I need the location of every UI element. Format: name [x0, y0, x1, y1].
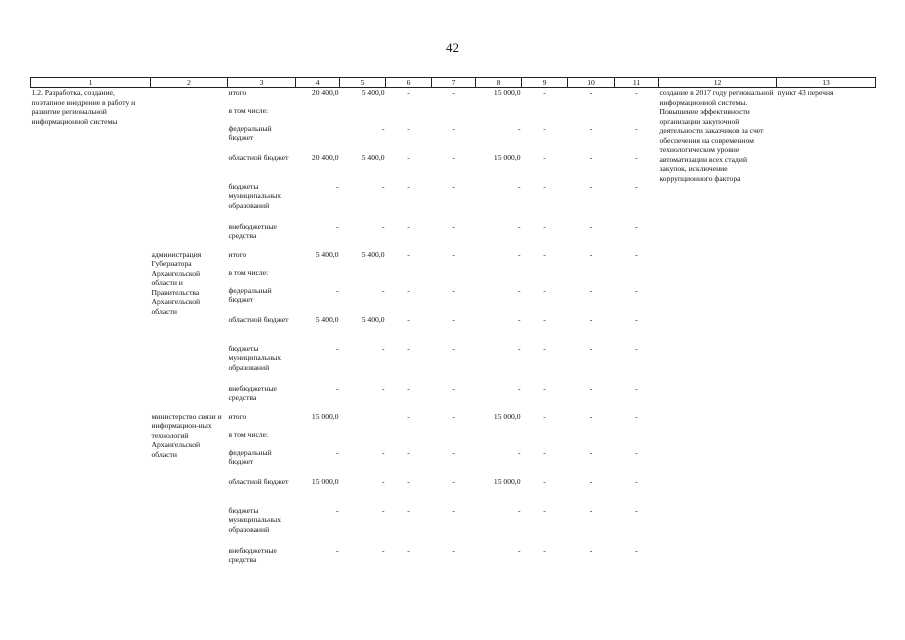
funding-source: федеральный бюджет — [228, 447, 272, 466]
amount-cell-c6: - — [407, 123, 410, 133]
funding-source: итого — [228, 411, 247, 421]
amount-cell-c8: - — [517, 123, 521, 133]
amount-cell-c8: - — [517, 447, 521, 457]
amount-cell-c10: - — [589, 221, 593, 231]
amount-cell-c10: - — [589, 123, 593, 133]
amount-cell-c5: - — [381, 181, 385, 191]
expected-result: создание в 2017 году региональной информационной системы. Повышение эффективности организации закупочной деятельности заказчиков за счет обеспечения на современном технологическом уровне автоматизации всех стадий закупок, исключение коррупционного фактора — [659, 88, 774, 183]
amount-cell-c8: 15 000,0 — [493, 411, 521, 421]
amount-cell-c7: - — [452, 545, 455, 555]
amount-cell-c11: - — [635, 285, 638, 295]
funding-source: областной бюджет — [228, 476, 289, 486]
amount-cell-c7: - — [452, 476, 455, 486]
amount-cell-c5: 5 400,0 — [361, 152, 385, 162]
amount-cell-c5: - — [381, 123, 385, 133]
amount-cell-c5 — [340, 268, 386, 286]
amount-cell-c9: - — [543, 285, 546, 295]
funding-source: областной бюджет — [228, 314, 289, 324]
amount-cell-c8: - — [517, 383, 521, 393]
amount-cell-c5: - — [381, 447, 385, 457]
funding-source: бюджеты муниципальных образований — [228, 343, 282, 372]
amount-cell-c11 — [615, 106, 659, 124]
amount-cell-c4: 15 000,0 — [311, 411, 339, 421]
amount-cell-c5: 5 400,0 — [361, 314, 385, 324]
amount-cell-c4: - — [335, 221, 339, 231]
amount-cell-c4: - — [335, 181, 339, 191]
amount-cell-c4: - — [335, 383, 339, 393]
funding-source: в том числе: — [228, 267, 269, 277]
amount-cell-c5: - — [381, 221, 385, 231]
page-number: 42 — [446, 40, 459, 55]
amount-cell-c5: - — [381, 285, 385, 295]
amount-cell-c9 — [522, 430, 568, 448]
funding-source: в том числе: — [228, 429, 269, 439]
amount-cell-c9: - — [543, 88, 546, 97]
amount-cell-c6: - — [407, 447, 410, 457]
amount-cell-c11 — [615, 430, 659, 448]
amount-cell-c11: - — [635, 411, 638, 421]
amount-cell-c8: - — [517, 285, 521, 295]
amount-cell-c4: 20 400,0 — [311, 152, 339, 162]
table-row — [31, 250, 876, 268]
amount-cell-c9: - — [543, 383, 546, 393]
amount-cell-c9: - — [543, 411, 546, 421]
amount-cell-c5: - — [381, 476, 385, 486]
amount-cell-c6: - — [407, 221, 410, 231]
amount-cell-c11: - — [635, 447, 638, 457]
amount-cell-c8: - — [517, 505, 521, 515]
amount-cell-c6: - — [407, 505, 410, 515]
amount-cell-c10: - — [589, 383, 593, 393]
amount-cell-c7 — [432, 268, 476, 286]
amount-cell-c9: - — [543, 123, 546, 133]
amount-cell-c11: - — [635, 181, 638, 191]
amount-cell-c6 — [386, 106, 432, 124]
amount-cell-c7: - — [452, 221, 455, 231]
amount-cell-c10 — [568, 430, 615, 448]
amount-cell-c8 — [476, 430, 522, 448]
executor-name: министерство связи и информацион-ных технологий Архангельской области — [151, 411, 222, 459]
amount-cell-c6: - — [407, 314, 410, 324]
amount-cell-c6: - — [407, 411, 410, 421]
amount-cell-c6: - — [407, 545, 410, 555]
empty-cell — [659, 412, 777, 574]
amount-cell-c9: - — [543, 181, 546, 191]
amount-cell-c8: - — [517, 249, 521, 259]
executor-name — [151, 88, 228, 250]
amount-cell-c7: - — [452, 123, 455, 133]
amount-cell-c7: - — [452, 314, 455, 324]
funding-source: федеральный бюджет — [228, 123, 272, 142]
amount-cell-c4: 5 400,0 — [315, 249, 339, 259]
amount-cell-c11: - — [635, 221, 638, 231]
amount-cell-c5: - — [381, 545, 385, 555]
table-row — [31, 412, 876, 430]
column-header-1: 1 — [31, 78, 151, 88]
amount-cell-c9 — [522, 106, 568, 124]
amount-cell-c6: - — [407, 285, 410, 295]
amount-cell-c4: - — [335, 447, 339, 457]
empty-cell — [777, 250, 876, 412]
amount-cell-c4 — [296, 106, 340, 124]
amount-cell-c11: - — [635, 545, 638, 555]
amount-cell-c11: - — [635, 123, 638, 133]
amount-cell-c8: 15 000,0 — [493, 152, 521, 162]
amount-cell-c11 — [615, 268, 659, 286]
amount-cell-c7: - — [452, 249, 455, 259]
amount-cell-c9: - — [543, 249, 546, 259]
amount-cell-c5: 5 400,0 — [361, 88, 385, 97]
amount-cell-c8 — [476, 268, 522, 286]
funding-source: бюджеты муниципальных образований — [228, 181, 282, 210]
amount-cell-c4: - — [335, 505, 339, 515]
amount-cell-c8: 15 000,0 — [493, 476, 521, 486]
amount-cell-c6: - — [407, 343, 410, 353]
amount-cell-c7: - — [452, 411, 455, 421]
amount-cell-c9: - — [543, 447, 546, 457]
funding-source: итого — [228, 249, 247, 259]
amount-cell-c10: - — [589, 88, 593, 97]
amount-cell-c9: - — [543, 476, 546, 486]
amount-cell-c9: - — [543, 505, 546, 515]
header-row — [31, 78, 876, 88]
column-header-11: 11 — [615, 78, 659, 88]
amount-cell-c5: - — [381, 505, 385, 515]
amount-cell-c10: - — [589, 505, 593, 515]
amount-cell-c8: - — [517, 221, 521, 231]
amount-cell-c8: - — [517, 545, 521, 555]
column-header-7: 7 — [432, 78, 476, 88]
empty-cell — [659, 250, 777, 412]
amount-cell-c4: - — [335, 285, 339, 295]
funding-source: внебюджетные средства — [228, 221, 277, 240]
funding-source: в том числе: — [228, 105, 269, 115]
amount-cell-c5 — [340, 412, 386, 430]
amount-cell-c10: - — [589, 411, 593, 421]
amount-cell-c7: - — [452, 447, 455, 457]
funding-source: внебюджетные средства — [228, 545, 277, 564]
column-header-5: 5 — [340, 78, 386, 88]
amount-cell-c6: - — [407, 181, 410, 191]
amount-cell-c11: - — [635, 383, 638, 393]
amount-cell-c8 — [476, 106, 522, 124]
amount-cell-c4: - — [335, 545, 339, 555]
amount-cell-c8: 15 000,0 — [493, 88, 521, 97]
amount-cell-c7: - — [452, 181, 455, 191]
amount-cell-c7: - — [452, 383, 455, 393]
amount-cell-c10: - — [589, 249, 593, 259]
amount-cell-c6: - — [407, 249, 410, 259]
amount-cell-c6: - — [407, 152, 410, 162]
amount-cell-c5: - — [381, 383, 385, 393]
funding-source: внебюджетные средства — [228, 383, 277, 402]
column-header-2: 2 — [151, 78, 228, 88]
amount-cell-c10: - — [589, 476, 593, 486]
amount-cell-c7: - — [452, 343, 455, 353]
amount-cell-c6: - — [407, 476, 410, 486]
amount-cell-c10: - — [589, 545, 593, 555]
event-name: 1.2. Разработка, создание, поэтапное внедрение в работу и развитие региональной информационной системы — [31, 88, 136, 126]
empty-cell — [777, 412, 876, 574]
amount-cell-c7 — [432, 430, 476, 448]
amount-cell-c9: - — [543, 314, 546, 324]
amount-cell-c10: - — [589, 285, 593, 295]
funding-source: областной бюджет — [228, 152, 289, 162]
amount-cell-c11: - — [635, 505, 638, 515]
column-header-6: 6 — [386, 78, 432, 88]
amount-cell-c9: - — [543, 221, 546, 231]
amount-cell-c11: - — [635, 249, 638, 259]
indicator-reference: пункт 43 перечня — [777, 88, 834, 97]
amount-cell-c4: 5 400,0 — [315, 314, 339, 324]
amount-cell-c6 — [386, 430, 432, 448]
funding-source: федеральный бюджет — [228, 285, 272, 304]
amount-cell-c7: - — [452, 285, 455, 295]
amount-cell-c7 — [432, 106, 476, 124]
amount-cell-c11: - — [635, 152, 638, 162]
amount-cell-c4: 20 400,0 — [311, 88, 339, 97]
column-header-10: 10 — [568, 78, 615, 88]
amount-cell-c4 — [296, 124, 340, 153]
amount-cell-c10: - — [589, 314, 593, 324]
amount-cell-c8: - — [517, 314, 521, 324]
column-header-3: 3 — [228, 78, 296, 88]
amount-cell-c9 — [522, 268, 568, 286]
column-header-13: 13 — [777, 78, 876, 88]
column-header-12: 12 — [659, 78, 777, 88]
amount-cell-c8: - — [517, 181, 521, 191]
amount-cell-c11: - — [635, 343, 638, 353]
amount-cell-c6 — [386, 268, 432, 286]
amount-cell-c11: - — [635, 476, 638, 486]
amount-cell-c11: - — [635, 314, 638, 324]
table-row — [31, 88, 876, 106]
amount-cell-c7: - — [452, 152, 455, 162]
amount-cell-c6: - — [407, 383, 410, 393]
column-header-4: 4 — [296, 78, 340, 88]
amount-cell-c4: - — [335, 343, 339, 353]
amount-cell-c6: - — [407, 88, 410, 97]
amount-cell-c4: 15 000,0 — [311, 476, 339, 486]
budget-table — [30, 77, 876, 574]
amount-cell-c5: 5 400,0 — [361, 249, 385, 259]
amount-cell-c11: - — [635, 88, 638, 97]
amount-cell-c7: - — [452, 505, 455, 515]
funding-source: итого — [228, 88, 247, 97]
amount-cell-c10: - — [589, 152, 593, 162]
amount-cell-c7: - — [452, 88, 455, 97]
amount-cell-c10: - — [589, 181, 593, 191]
amount-cell-c4 — [296, 268, 340, 286]
column-header-9: 9 — [522, 78, 568, 88]
amount-cell-c5: - — [381, 343, 385, 353]
amount-cell-c5 — [340, 106, 386, 124]
executor-name: администрация Губернатора Архангельской области и Правительства Архангельской области — [151, 249, 202, 316]
funding-source: бюджеты муниципальных образований — [228, 505, 282, 534]
amount-cell-c8: - — [517, 343, 521, 353]
amount-cell-c9: - — [543, 152, 546, 162]
amount-cell-c10: - — [589, 343, 593, 353]
amount-cell-c9: - — [543, 343, 546, 353]
amount-cell-c10 — [568, 106, 615, 124]
amount-cell-c9: - — [543, 545, 546, 555]
amount-cell-c4 — [296, 430, 340, 448]
amount-cell-c10: - — [589, 447, 593, 457]
column-header-8: 8 — [476, 78, 522, 88]
amount-cell-c5 — [340, 430, 386, 448]
amount-cell-c10 — [568, 268, 615, 286]
